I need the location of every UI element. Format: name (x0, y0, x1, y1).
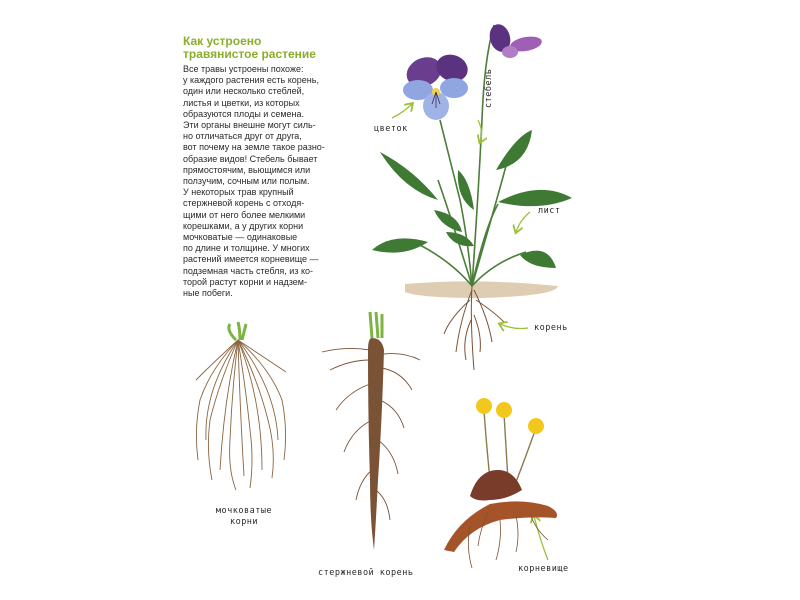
pointer-arrows (392, 104, 548, 560)
label-line: мочковатые (215, 506, 273, 516)
text-line: растений имеется корневище — (183, 254, 319, 265)
text-line: ползучим, сочным или полым. (183, 176, 310, 187)
label-root: корень (534, 323, 568, 333)
arrow-root (500, 324, 528, 329)
label-stem: стебель (484, 68, 494, 108)
title-line: Как устроено (183, 34, 262, 48)
text-line: мочковатые — одинаковые (183, 232, 298, 243)
violet-plant (372, 22, 572, 370)
text-line: вот почему на земле такое разно- (183, 142, 325, 153)
rhizome-drawing (444, 398, 557, 568)
text-line: но отличаться друг от друга, (183, 131, 302, 142)
label-taproot: стержневой корень (318, 568, 414, 578)
label-leaf: лист (538, 206, 561, 216)
text-line: торой растут корни и надзем- (183, 276, 307, 287)
violet-flower (402, 50, 472, 120)
text-line: ные побеги. (183, 288, 233, 299)
violet-leaves (372, 130, 572, 268)
arrow-leaf (516, 212, 530, 232)
text-line: у каждого растения есть корень, (183, 75, 319, 86)
violet-bud (487, 22, 543, 58)
text-line: по длине и толщине. У многих (183, 243, 310, 254)
text-line: Эти органы внешне могут силь- (183, 120, 316, 131)
text-line: образуются плоды и семена. (183, 108, 304, 119)
fibrous-roots-drawing (196, 322, 286, 490)
text-line: У некоторых трав крупный (183, 187, 294, 198)
text-line: прямостоячим, вьющимся или (183, 164, 311, 175)
text-line: корешками, а у других корни (183, 220, 304, 231)
violet-root (444, 286, 504, 370)
label-line: корни (229, 517, 259, 527)
text-line: листья и цветки, из которых (183, 97, 300, 108)
text-line: щими от него более мелкими (183, 209, 306, 220)
label-fibrous-roots (202, 506, 286, 528)
label-rhizome: корневище (518, 564, 569, 574)
soil (405, 281, 558, 298)
text-line: образие видов! Стебель бывает (183, 153, 318, 164)
arrow-flower (392, 104, 412, 118)
text-line: стержневой корень с отходя- (183, 198, 305, 209)
label-flower: цветок (374, 124, 408, 134)
text-line: подземная часть стебля, из ко- (183, 265, 314, 276)
coltsfoot-flowers (476, 398, 544, 434)
text-line: Все травы устроены похоже: (183, 64, 304, 74)
text-line: один или несколько стеблей, (183, 86, 305, 97)
title-line: травянистое растение (183, 47, 316, 61)
taproot-drawing (322, 312, 420, 550)
